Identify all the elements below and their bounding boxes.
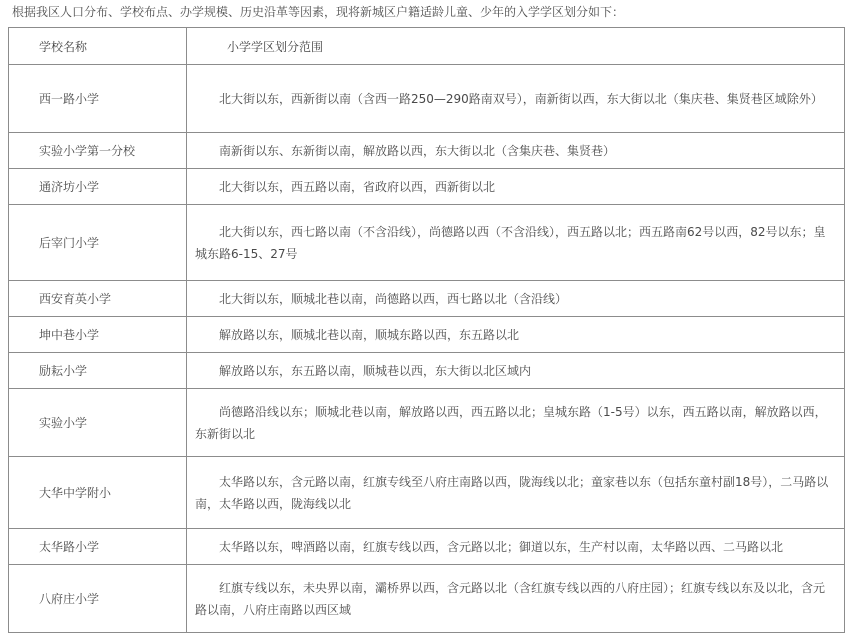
school-name: 励耘小学 xyxy=(9,353,187,389)
school-name: 后宰门小学 xyxy=(9,205,187,281)
school-district-table xyxy=(8,27,845,633)
table-row xyxy=(9,169,845,205)
district-range: 解放路以东，顺城北巷以南，顺城东路以西，东五路以北 xyxy=(187,317,845,353)
table-row xyxy=(9,205,845,281)
table-row xyxy=(9,133,845,169)
district-range: 北大街以东，西五路以南，省政府以西，西新街以北 xyxy=(187,169,845,205)
table-header-row xyxy=(9,28,845,65)
intro-text: 根据我区人口分布、学校布点、办学规模、历史沿革等因素，现将新城区户籍适龄儿童、少年的入学学区划分如下： xyxy=(12,5,625,19)
district-range: 太华路以东，啤酒路以南，红旗专线以西，含元路以北；御道以东，生产村以南，太华路以西、二马路以北 xyxy=(187,529,845,565)
district-range: 北大街以东，西新街以南（含西一路250—290路南双号），南新街以西，东大街以北（集庆巷、集贤巷区域除外） xyxy=(187,65,845,133)
district-range: 太华路以东，含元路以南，红旗专线至八府庄南路以西，陇海线以北；童家巷以东（包括东童村副18号），二马路以南，太华路以西，陇海线以北 xyxy=(187,457,845,529)
district-range: 解放路以东，东五路以南，顺城巷以西，东大街以北区域内 xyxy=(187,353,845,389)
header-school: 学校名称 xyxy=(9,28,187,65)
district-range: 北大街以东，西七路以南（不含沿线），尚德路以西（不含沿线），西五路以北；西五路南62号以西，82号以东；皇城东路6-15、27号 xyxy=(187,205,845,281)
table-row xyxy=(9,565,845,633)
header-range: 小学学区划分范围 xyxy=(187,28,845,65)
district-range: 红旗专线以东，未央界以南，灞桥界以西，含元路以北（含红旗专线以西的八府庄园）；红旗专线以东及以北，含元路以南，八府庄南路以西区域 xyxy=(187,565,845,633)
school-name: 西一路小学 xyxy=(9,65,187,133)
district-range: 北大街以东，顺城北巷以南，尚德路以西，西七路以北（含沿线） xyxy=(187,281,845,317)
table-row xyxy=(9,529,845,565)
school-name: 西安育英小学 xyxy=(9,281,187,317)
table-row xyxy=(9,65,845,133)
district-range: 南新街以东、东新街以南，解放路以西，东大街以北（含集庆巷、集贤巷） xyxy=(187,133,845,169)
school-name: 坤中巷小学 xyxy=(9,317,187,353)
table-row xyxy=(9,281,845,317)
school-name: 实验小学第一分校 xyxy=(9,133,187,169)
school-name: 大华中学附小 xyxy=(9,457,187,529)
school-name: 实验小学 xyxy=(9,389,187,457)
school-name: 太华路小学 xyxy=(9,529,187,565)
school-name: 八府庄小学 xyxy=(9,565,187,633)
table-row xyxy=(9,317,845,353)
district-range: 尚德路沿线以东；顺城北巷以南，解放路以西，西五路以北；皇城东路（1-5号）以东，西五路以南，解放路以西，东新街以北 xyxy=(187,389,845,457)
table-row xyxy=(9,389,845,457)
school-name: 通济坊小学 xyxy=(9,169,187,205)
table-row xyxy=(9,457,845,529)
table-row xyxy=(9,353,845,389)
